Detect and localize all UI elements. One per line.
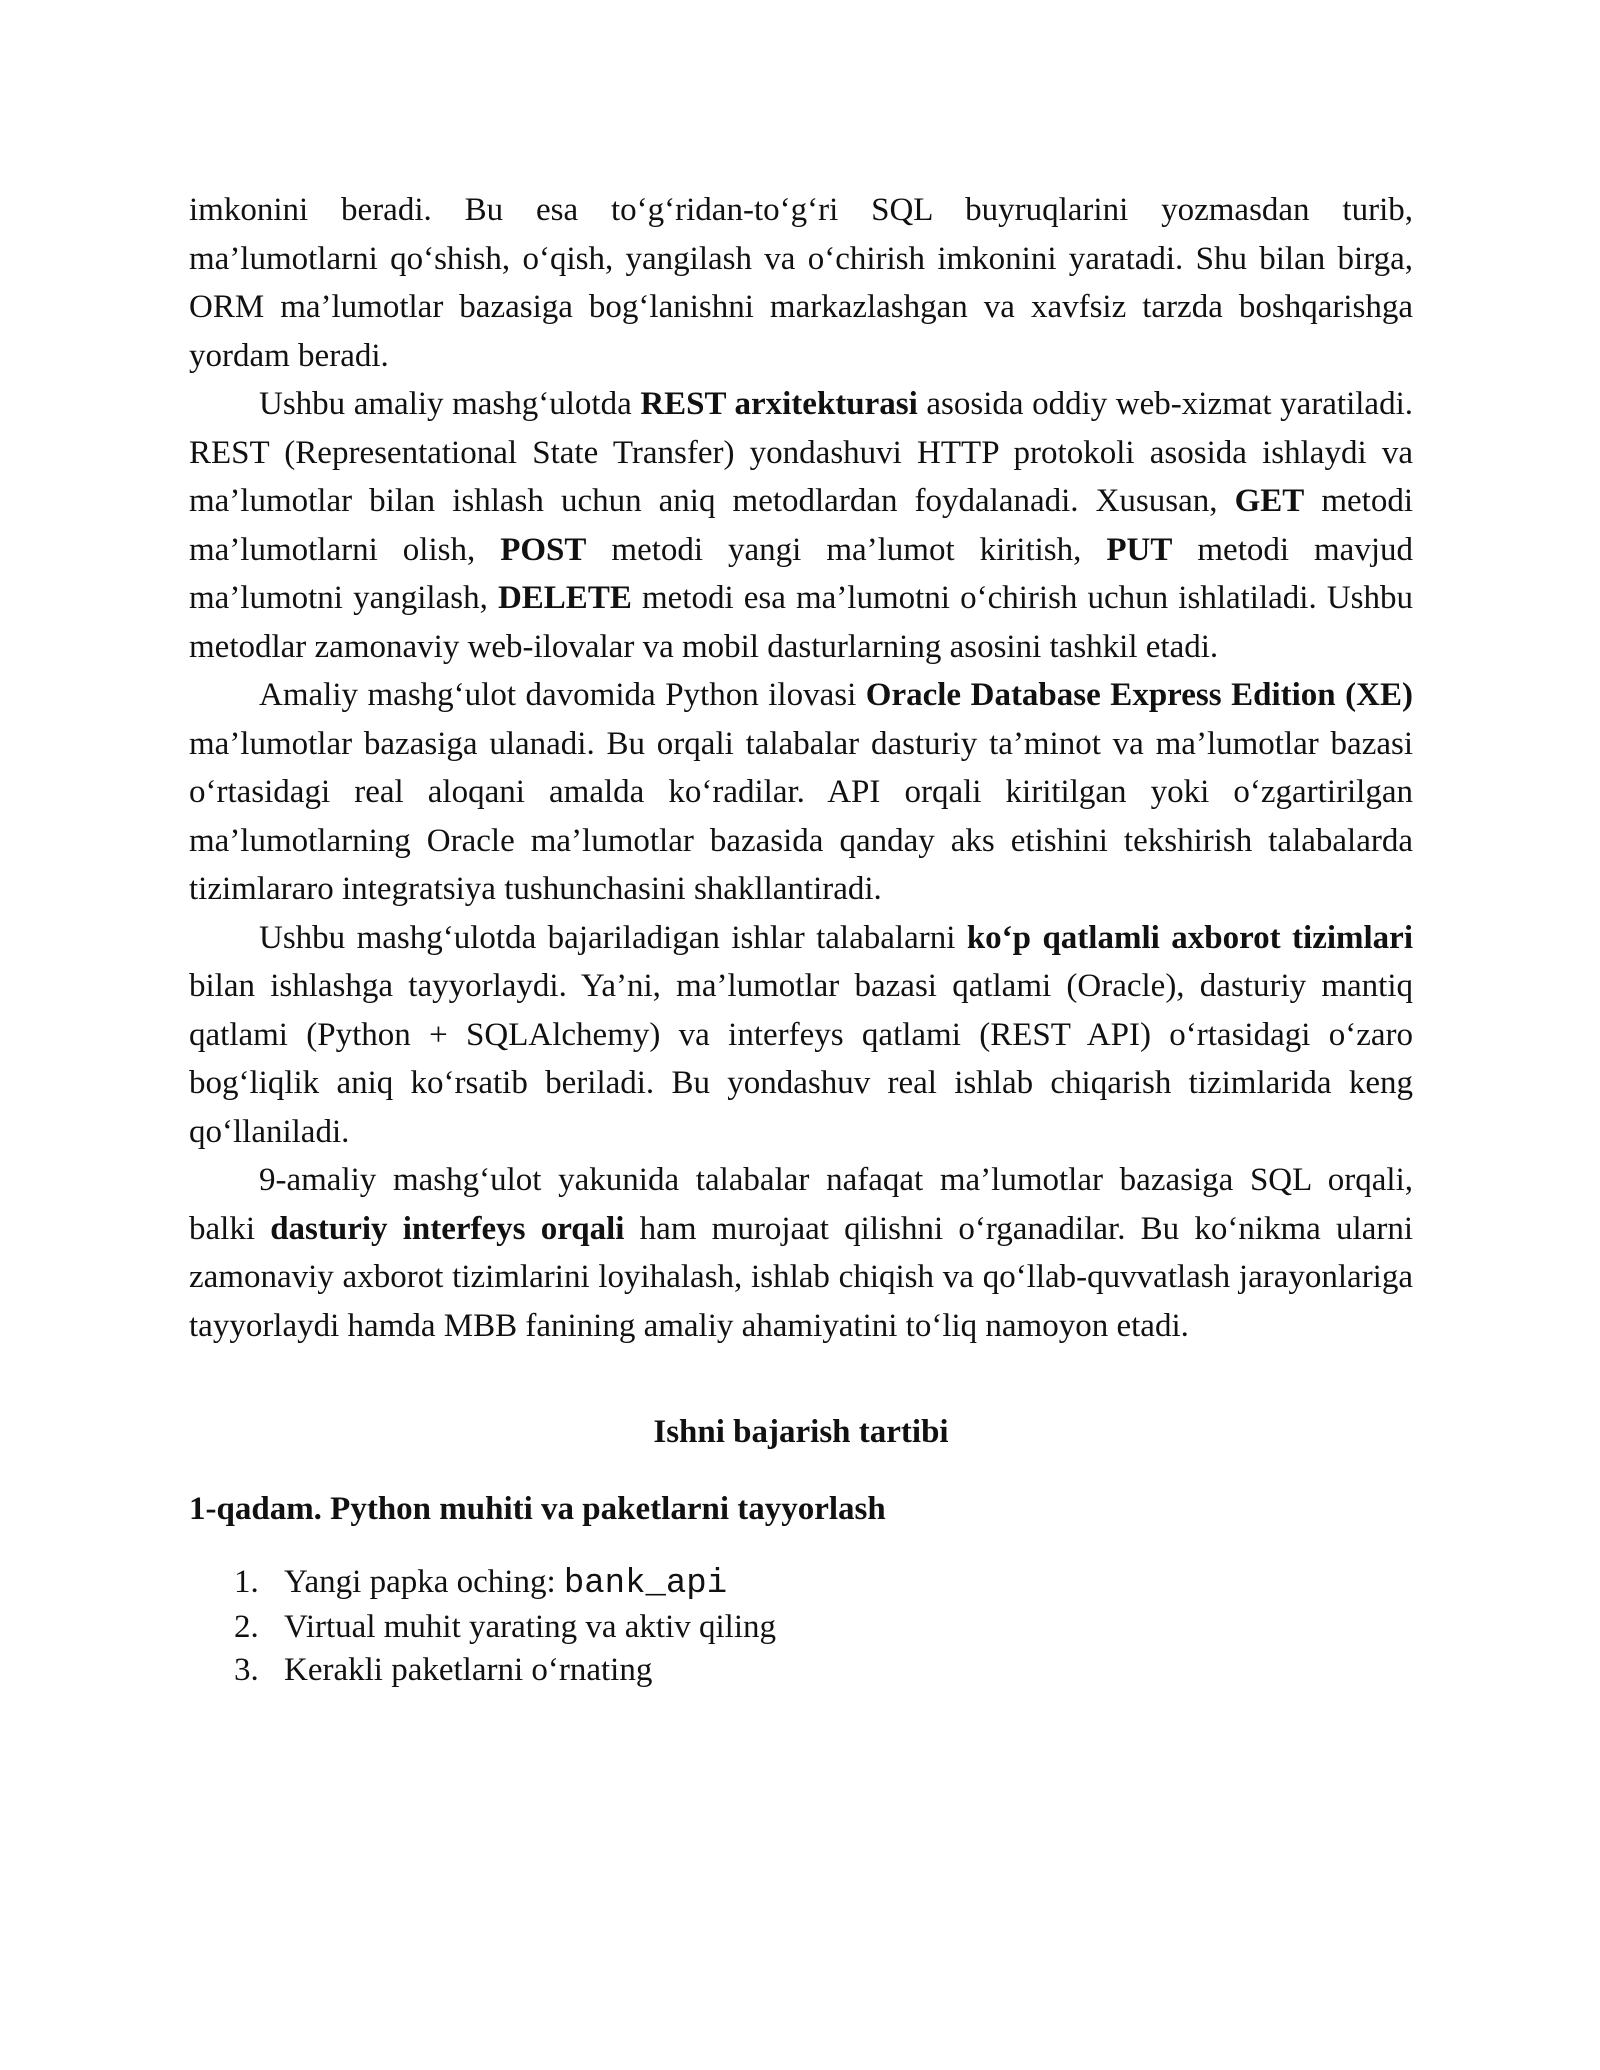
bold-term: POST bbox=[500, 531, 587, 568]
section-title: Ishni bajarish tartibi bbox=[653, 1414, 949, 1450]
list-item-text: Virtual muhit yarating va aktiv qiling bbox=[284, 1609, 777, 1645]
paragraph-text: Ushbu amaliy mashg‘ulotda bbox=[259, 386, 641, 422]
bold-term: GET bbox=[1234, 483, 1305, 519]
list-item-text: Kerakli paketlarni o‘rnating bbox=[284, 1652, 653, 1688]
steps-list bbox=[189, 1561, 1413, 1692]
paragraph bbox=[189, 380, 1413, 671]
list-item-number: 1. bbox=[234, 1564, 259, 1600]
document-page bbox=[189, 186, 1413, 1692]
paragraph-text: ma’lumotlar bazasiga ulanadi. Bu orqali talabalar dasturiy ta’minot va ma’lumotlar bazasi o‘rtasidagi real aloqani amalda ko‘radilar. API orqali kiritilgan yoki o‘zgartirilgan ma’lumotlarning Oracle ma’lumotlar bazasida qanday aks etishini tekshirish talabalarda tizimlararo integratsiya tushunchasini shakllantiradi. bbox=[189, 725, 1413, 907]
folder-name-code: bank_api bbox=[563, 1565, 728, 1603]
paragraph-text: asosida oddiy web-xizmat yaratiladi. REST (Representational State Transfer) yondashuvi HTTP protokoli asosida ishlaydi va ma’lumotlar bilan ishlash uchun aniq metodlardan foydalanadi. Xususan, bbox=[189, 386, 1413, 519]
paragraph bbox=[189, 1156, 1413, 1350]
paragraph bbox=[189, 914, 1413, 1157]
paragraph-text: ham murojaat qilishni o‘rganadilar. Bu ko‘nikma ularni zamonaviy axborot tizimlarini loyihalash, ishlab chiqish va qo‘llab-quvvatlash jarayonlariga tayyorlaydi hamda MBB fanining amaliy ahamiyatini to‘liq namoyon etadi. bbox=[189, 1210, 1414, 1344]
paragraph-text: bilan ishlashga tayyorlaydi. Ya’ni, ma’lumotlar bazasi qatlami (Oracle), dasturiy mantiq qatlami (Python + SQLAlchemy) va interfeys qatlami (REST API) o‘rtasidagi o‘zaro bog‘liqlik aniq ko‘rsatib beriladi. Bu yondashuv real ishlab chiqarish tizimlarida keng qo‘llaniladi. bbox=[189, 968, 1413, 1150]
list-item-text: Yangi papka oching: bbox=[284, 1564, 564, 1600]
bold-term: ko‘p qatlamli axborot tizimlari bbox=[966, 919, 1413, 956]
paragraph-text: Amaliy mashg‘ulot davomida Python ilovasi bbox=[259, 677, 866, 713]
step-title: 1-qadam. Python muhiti va paketlarni tayyorlash bbox=[189, 1490, 886, 1527]
bold-term: PUT bbox=[1106, 531, 1173, 568]
paragraph-text: metodi mavjud ma’lumotni yangilash, bbox=[189, 531, 1414, 616]
list-item-number: 2. bbox=[234, 1609, 259, 1645]
paragraph-text: metodi yangi ma’lumot kiritish, bbox=[586, 531, 1107, 568]
bold-term: REST arxitekturasi bbox=[640, 386, 918, 422]
bold-term: DELETE bbox=[497, 580, 632, 616]
list-item bbox=[189, 1649, 1413, 1692]
paragraph-text: imkonini beradi. Bu esa to‘g‘ridan-to‘g‘ri SQL buyruqlarini yozmasdan turib, ma’lumotlarni qo‘shish, o‘qish, yangilash va o‘chirish imkonini yaratadi. Shu bilan birga, ORM ma’lumotlar bazasiga bog‘lanishni markazlashgan va xavfsiz tarzda boshqarishga yordam beradi. bbox=[189, 192, 1413, 374]
list-item bbox=[189, 1606, 1413, 1649]
paragraph-text: Ushbu mashg‘ulotda bajariladigan ishlar talabalarni bbox=[259, 919, 967, 956]
list-item-number: 3. bbox=[234, 1652, 259, 1688]
paragraph-text: metodi ma’lumotlarni olish, bbox=[189, 483, 1413, 568]
paragraph-text: 9-amaliy mashg‘ulot yakunida talabalar nafaqat ma’lumotlar bazasiga SQL orqali, balki bbox=[189, 1162, 1413, 1247]
list-item bbox=[189, 1561, 1413, 1606]
bold-term: Oracle Database Express Edition (XE) bbox=[865, 677, 1413, 713]
body-text bbox=[189, 186, 1413, 1350]
paragraph-text: metodi esa ma’lumotni o‘chirish uchun ishlatiladi. Ushbu metodlar zamonaviy web-ilovalar va mobil dasturlarning asosini tashkil etadi. bbox=[189, 580, 1413, 665]
bold-term: dasturiy interfeys orqali bbox=[270, 1210, 625, 1247]
paragraph bbox=[189, 186, 1413, 380]
paragraph bbox=[189, 671, 1413, 914]
